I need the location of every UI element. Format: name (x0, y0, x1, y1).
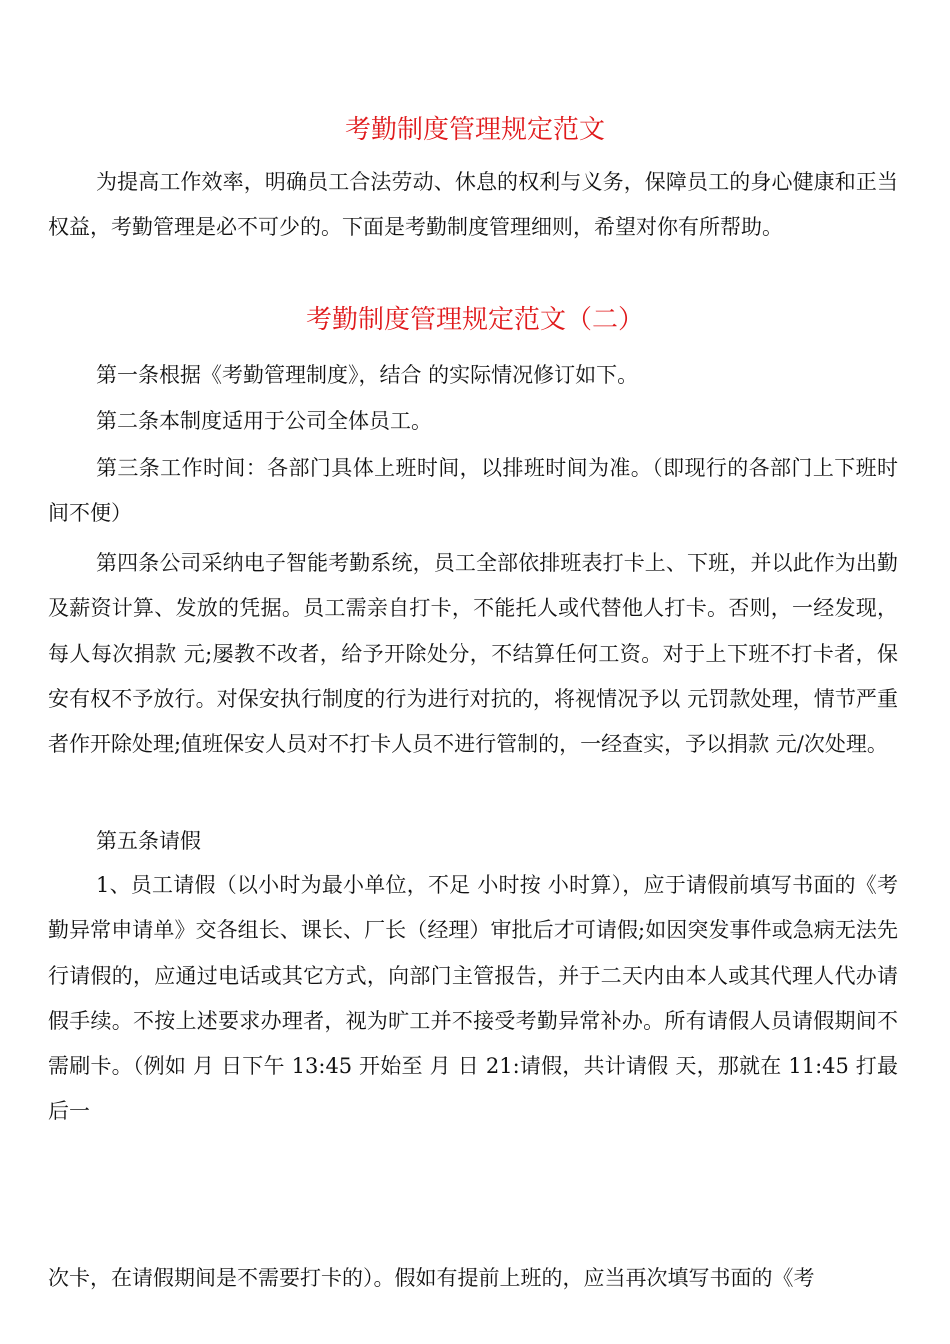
leave-rule-1: 1、员工请假（以小时为最小单位，不足 小时按 小时算），应于请假前填写书面的《考勤异常申请单》交各组长、课长、厂长（经理）审批后才可请假;如因突发事件或急病无法先行请假的，应通过电话或其它方式，向部门主管报告，并于二天内由本人或其代理人代办请假手续。不按上述要求办理者，视为旷工并不接受考勤异常补办。所有请假人员请假期间不需刷卡。（例如 月 日下午 13:45 开始至 月 日 21:请假，共计请假 天，那就在 11:45 打最后一 (48, 873, 898, 1124)
article-5: 第五条请假 (96, 829, 201, 853)
article-1: 第一条根据《考勤管理制度》，结合 的实际情况修订如下。 (96, 363, 639, 387)
continuation-line: 次卡，在请假期间是不需要打卡的）。假如有提前上班的，应当再次填写书面的《考 (48, 1266, 815, 1290)
page-title: 考勤制度管理规定范文 (344, 115, 605, 145)
article-2: 第二条本制度适用于公司全体员工。 (96, 409, 432, 433)
section-subtitle: 考勤制度管理规定范文（二） (305, 305, 644, 335)
article-3: 第三条工作时间：各部门具体上班时间，以排班时间为准。（即现行的各部门上下班时间不便） (48, 456, 898, 526)
article-4: 第四条公司采纳电子智能考勤系统，员工全部依排班表打卡上、下班，并以此作为出勤及薪资计算、发放的凭据。员工需亲自打卡，不能托人或代替他人打卡。否则，一经发现，每人每次捐款 元;屡教不改者，给予开除处分，不结算任何工资。对于上下班不打卡者，保安有权不予放行。对保安执行制度的行为进行对抗的，将视情况予以 元罚款处理，情节严重者作开除处理;值班保安人员对不打卡人员不进行管制的，一经查实，予以捐款 元/次处理。 (48, 551, 898, 757)
intro-paragraph: 为提高工作效率，明确员工合法劳动、休息的权利与义务，保障员工的身心健康和正当权益，考勤管理是必不可少的。下面是考勤制度管理细则，希望对你有所帮助。 (48, 170, 898, 240)
